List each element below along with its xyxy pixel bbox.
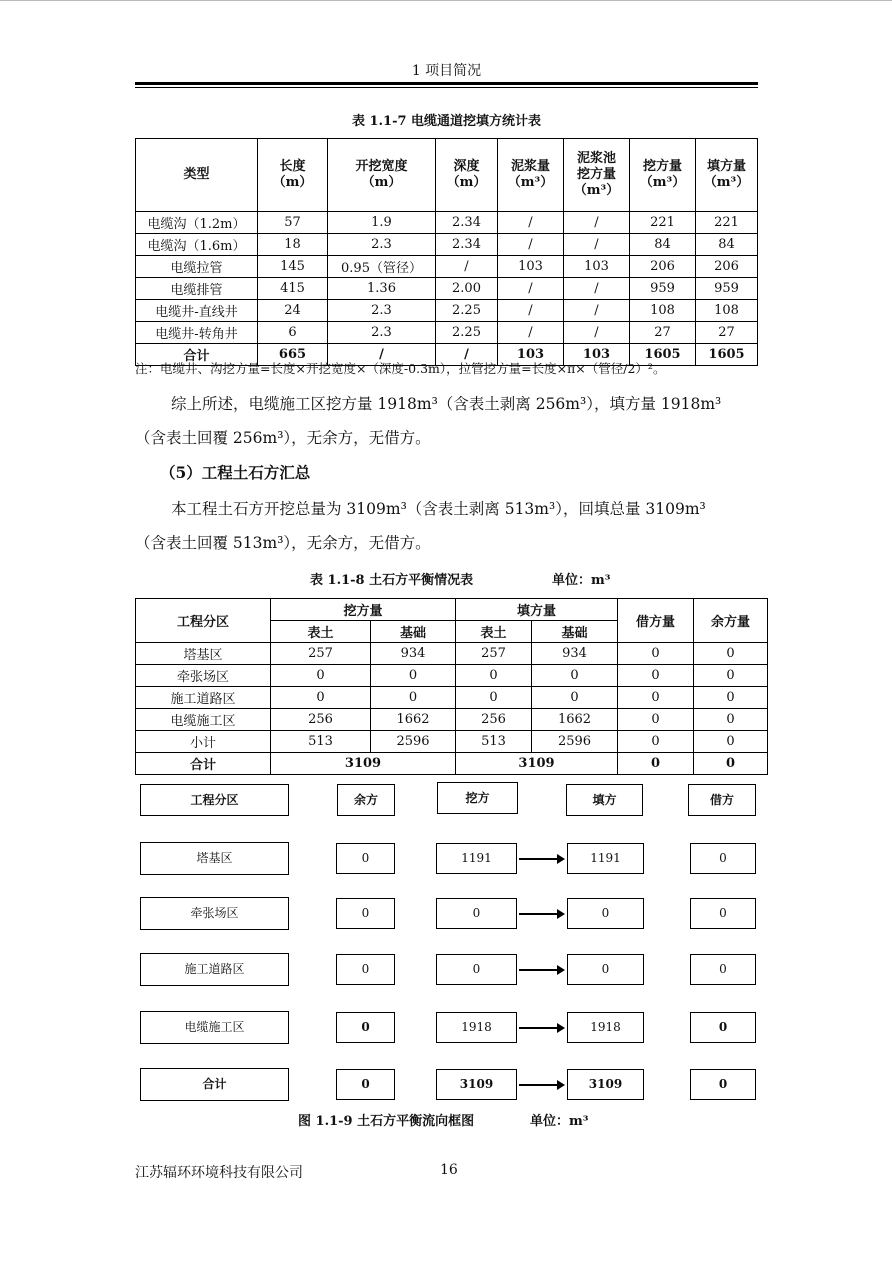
flow-header-zone: 工程分区 [140, 784, 289, 816]
table2-total-row [136, 753, 768, 775]
table1-cell: 415 [258, 278, 328, 300]
page-number: 16 [440, 1162, 458, 1178]
flow-excavation-box: 1191 [436, 843, 517, 874]
flow-header-fill: 填方 [566, 784, 643, 816]
flow-surplus-box: 0 [336, 1012, 395, 1043]
flow-surplus-box: 0 [336, 954, 395, 985]
table2-row [136, 643, 768, 665]
table1-row [136, 256, 758, 278]
table1-cell: 27 [696, 322, 758, 344]
table2-cell: 0 [694, 709, 768, 731]
table2-cell: 0 [618, 687, 694, 709]
cable-channel-table [135, 138, 758, 366]
table1-cell: 18 [258, 234, 328, 256]
flow-borrow-box: 0 [690, 954, 756, 985]
table2-cell: 小计 [136, 731, 271, 753]
table1-header-cells [136, 139, 758, 212]
page-top-border [0, 0, 892, 1]
table2-header-row-1 [136, 599, 768, 621]
table2-cell: 513 [456, 731, 532, 753]
excavation-foundation-header: 基础 [371, 621, 456, 643]
table1-row [136, 212, 758, 234]
table1-cell: 27 [630, 322, 696, 344]
earthwork-balance-table [135, 598, 768, 775]
table2-row [136, 731, 768, 753]
table2-cell: 256 [456, 709, 532, 731]
table1-cell: 2.00 [436, 278, 498, 300]
flow-surplus-box: 0 [336, 898, 395, 929]
table1-cell: 电缆沟（1.2m） [136, 212, 258, 234]
table2-cell: 513 [271, 731, 371, 753]
summary-paragraph-line2: （含表土回覆 256m³），无余方，无借方。 [135, 429, 431, 447]
flow-arrow [519, 969, 563, 971]
table2-cell: 257 [456, 643, 532, 665]
table2-cell: 0 [694, 731, 768, 753]
table2-cell: 0 [271, 665, 371, 687]
table1-row [136, 322, 758, 344]
table1-total-cell: / [436, 344, 498, 366]
flow-header-surplus: 余方 [337, 784, 395, 816]
table1-cell: 6 [258, 322, 328, 344]
flow-excavation-box: 3109 [436, 1069, 517, 1100]
table1-cell: 2.3 [328, 300, 436, 322]
flow-surplus-box: 0 [336, 1069, 395, 1100]
table2-cell: 934 [532, 643, 618, 665]
table2-cell: 2596 [371, 731, 456, 753]
table2-unit: 单位：m³ [552, 573, 611, 588]
table1-cell: 电缆拉管 [136, 256, 258, 278]
table1-cell: / [498, 278, 564, 300]
excavation-topsoil-header: 表土 [271, 621, 371, 643]
table2-cell: 0 [618, 731, 694, 753]
table1-total-cell: 103 [564, 344, 630, 366]
table2-cell: 0 [694, 665, 768, 687]
table2-row [136, 709, 768, 731]
table1-cell: / [564, 234, 630, 256]
flow-fill-box: 0 [567, 954, 644, 985]
table2-row [136, 665, 768, 687]
table2-caption: 表 1.1-8 土石方平衡情况表 [310, 573, 474, 588]
table2-cell: 0 [271, 687, 371, 709]
table1-header-cell: 泥浆池 挖方量 （m³） [564, 139, 630, 212]
table1-cell: 2.25 [436, 300, 498, 322]
flow-fill-box: 3109 [567, 1069, 644, 1100]
flow-borrow-box: 0 [690, 1069, 756, 1100]
flow-caption: 图 1.1-9 土石方平衡流向框图 [298, 1114, 475, 1129]
table1-cell: / [564, 322, 630, 344]
table2-cell: 0 [371, 665, 456, 687]
table1-cell: 103 [564, 256, 630, 278]
table1-cell: 206 [696, 256, 758, 278]
flow-borrow-box: 0 [690, 1012, 756, 1043]
table1-total-cell: 665 [258, 344, 328, 366]
flow-unit: 单位：m³ [530, 1114, 589, 1129]
flow-excavation-box: 1918 [436, 1012, 517, 1043]
table2-body [136, 643, 768, 753]
table1-note: 注：电缆井、沟挖方量=长度×开挖宽度×（深度-0.3m），拉管挖方量=长度×π×（管径/2）²。 [135, 361, 666, 376]
flow-arrow [519, 1027, 563, 1029]
table2-cell: 塔基区 [136, 643, 271, 665]
earthwork-paragraph-line1: 本工程土石方开挖总量为 3109m³（含表土剥离 513m³），回填总量 3109m³ [171, 500, 706, 518]
section-heading: （5）工程土石方汇总 [160, 463, 311, 482]
table2-cell: 电缆施工区 [136, 709, 271, 731]
table1-header-cell: 类型 [136, 139, 258, 212]
flow-fill-box: 1191 [567, 843, 644, 874]
table2-cell: 1662 [532, 709, 618, 731]
table1-cell: 84 [630, 234, 696, 256]
table2-cell: 257 [271, 643, 371, 665]
table1-header-row [136, 139, 758, 212]
table2-cell: 0 [618, 643, 694, 665]
table1-cell: 103 [498, 256, 564, 278]
table2-cell: 0 [532, 665, 618, 687]
table2-cell: 256 [271, 709, 371, 731]
fill-foundation-header: 基础 [532, 621, 618, 643]
flow-arrow [519, 1084, 563, 1086]
table1-cell: 108 [696, 300, 758, 322]
table1-cell: / [498, 234, 564, 256]
table1-header-cell: 开挖宽度 （m） [328, 139, 436, 212]
table1-header-cell: 挖方量 （m³） [630, 139, 696, 212]
table1-cell: / [564, 212, 630, 234]
table1-cell: 959 [630, 278, 696, 300]
table1-cell: 2.34 [436, 212, 498, 234]
flow-zone-box: 合计 [140, 1068, 289, 1101]
flow-zone-box: 电缆施工区 [140, 1011, 289, 1044]
table2-cell: 0 [371, 687, 456, 709]
flow-arrow [519, 913, 563, 915]
flow-fill-box: 0 [567, 898, 644, 929]
header-rule-thin [135, 87, 758, 88]
table1-cell: 57 [258, 212, 328, 234]
table1-header-cell: 泥浆量 （m³） [498, 139, 564, 212]
table1-header-cell: 长度 （m） [258, 139, 328, 212]
table1-cell: 1.36 [328, 278, 436, 300]
total-excavation: 3109 [271, 753, 456, 775]
table1-caption: 表 1.1-7 电缆通道挖填方统计表 [351, 114, 542, 129]
table2-cell: 2596 [532, 731, 618, 753]
table2-row [136, 687, 768, 709]
table2-cell: 0 [694, 687, 768, 709]
surplus-header: 余方量 [694, 599, 768, 643]
table1-header-cell: 深度 （m） [436, 139, 498, 212]
table1-cell: 959 [696, 278, 758, 300]
flow-zone-box: 施工道路区 [140, 953, 289, 986]
flow-borrow-box: 0 [690, 843, 756, 874]
table2-cell: 0 [618, 665, 694, 687]
table1-cell: 0.95（管径） [328, 256, 436, 278]
flow-header-borrow: 借方 [688, 784, 756, 816]
table2-cell: 1662 [371, 709, 456, 731]
table1-cell: / [498, 300, 564, 322]
table2-cell: 0 [694, 643, 768, 665]
table2-cell: 0 [618, 709, 694, 731]
table2-cell: 0 [456, 665, 532, 687]
table1-total-cell: 1605 [630, 344, 696, 366]
flow-header-excavation: 挖方 [437, 782, 518, 814]
table1-cell: 108 [630, 300, 696, 322]
table2-cell: 施工道路区 [136, 687, 271, 709]
earthwork-paragraph-line2: （含表土回覆 513m³），无余方，无借方。 [135, 534, 431, 552]
total-borrow: 0 [618, 753, 694, 775]
table1-cell: / [498, 322, 564, 344]
table1-cell: 221 [630, 212, 696, 234]
table1-cell: 电缆排管 [136, 278, 258, 300]
table1-cell: 2.34 [436, 234, 498, 256]
table1-cell: / [498, 212, 564, 234]
table1-row [136, 234, 758, 256]
borrow-header: 借方量 [618, 599, 694, 643]
table2-cell: 934 [371, 643, 456, 665]
flow-excavation-box: 0 [436, 898, 517, 929]
table1-cell: 电缆井-转角井 [136, 322, 258, 344]
table1-cell: 2.3 [328, 322, 436, 344]
table1-row [136, 300, 758, 322]
table1-cell: 24 [258, 300, 328, 322]
table2-cell: 0 [456, 687, 532, 709]
table1-cell: 2.25 [436, 322, 498, 344]
total-fill: 3109 [456, 753, 618, 775]
footer-company: 江苏辐环环境科技有限公司 [135, 1165, 303, 1181]
header-rule-thick [135, 82, 758, 85]
table1-cell: 84 [696, 234, 758, 256]
table1-total-cell: 合计 [136, 344, 258, 366]
excavation-header: 挖方量 [271, 599, 456, 621]
table1-total-cell: 103 [498, 344, 564, 366]
flow-borrow-box: 0 [690, 898, 756, 929]
flow-fill-box: 1918 [567, 1012, 644, 1043]
table1-cell: 电缆井-直线井 [136, 300, 258, 322]
flow-zone-box: 牵张场区 [140, 897, 289, 930]
table1-cell: 221 [696, 212, 758, 234]
fill-topsoil-header: 表土 [456, 621, 532, 643]
table1-cell: 2.3 [328, 234, 436, 256]
table1-cell: 206 [630, 256, 696, 278]
table1-body [136, 212, 758, 366]
table1-row [136, 278, 758, 300]
table1-cell: 电缆沟（1.6m） [136, 234, 258, 256]
flow-surplus-box: 0 [336, 843, 395, 874]
fill-header: 填方量 [456, 599, 618, 621]
flow-zone-box: 塔基区 [140, 842, 289, 875]
table2-cell: 牵张场区 [136, 665, 271, 687]
table1-cell: 145 [258, 256, 328, 278]
table1-header-cell: 填方量 （m³） [696, 139, 758, 212]
table1-total-cell: 1605 [696, 344, 758, 366]
zone-header: 工程分区 [136, 599, 271, 643]
chapter-header: 1 项目简况 [411, 63, 482, 79]
table1-total-cell: / [328, 344, 436, 366]
table2-cell: 0 [532, 687, 618, 709]
summary-paragraph-line1: 综上所述，电缆施工区挖方量 1918m³（含表土剥离 256m³），填方量 1918m³ [171, 395, 722, 413]
table1-cell: / [564, 300, 630, 322]
table1-cell: / [436, 256, 498, 278]
flow-arrow [519, 858, 563, 860]
total-surplus: 0 [694, 753, 768, 775]
table1-cell: / [564, 278, 630, 300]
table1-cell: 1.9 [328, 212, 436, 234]
total-label: 合计 [136, 753, 271, 775]
flow-excavation-box: 0 [436, 954, 517, 985]
